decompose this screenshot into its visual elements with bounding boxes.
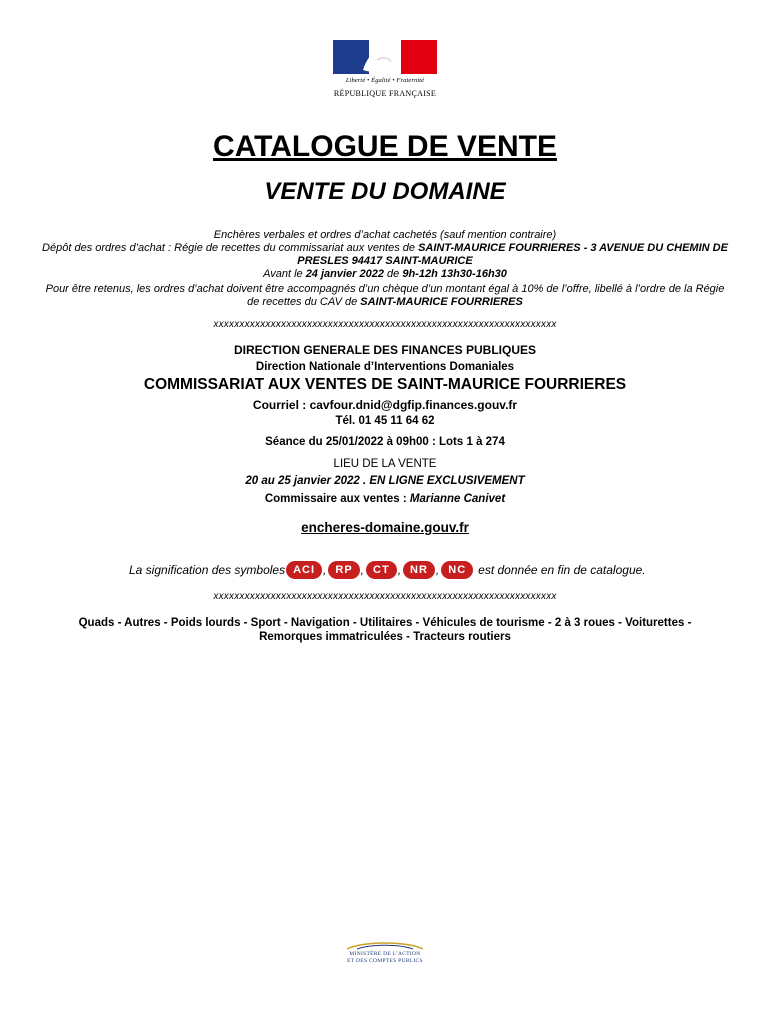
auction-mode-text: Enchères verbales et ordres d’achat cachetés (sauf mention contraire) [213,229,557,241]
deadline-text [0,268,770,281]
deposit-text [40,242,730,268]
website-link[interactable]: encheres-domaine.gouv.fr [301,520,469,535]
republic-motto: Liberté • Égalité • Fraternité [345,77,425,84]
separator-line: xxxxxxxxxxxxxxxxxxxxxxxxxxxxxxxxxxxxxxxxxxxxxxxxxxxxxxxxxxxxxxxxxx [213,319,557,330]
vehicle-categories: Quads - Autres - Poids lourds - Sport - Navigation - Utilitaires - Véhicules de tourisme - 2 à 3 roues - Voiturettes - Remorques immatriculées - Tracteurs routiers [78,617,692,643]
deadline-date: 24 janvier 2022 [305,268,384,280]
separator-line-2: xxxxxxxxxxxxxxxxxxxxxxxxxxxxxxxxxxxxxxxxxxxxxxxxxxxxxxxxxxxxxxxxxx [213,591,557,602]
badge-ct: CT [366,561,397,579]
sale-dates: 20 au 25 janvier 2022 . EN LIGNE EXCLUSIVEMENT [245,475,525,487]
deadline-hours: 9h-12h 13h30-16h30 [402,268,507,280]
ministry-logo [335,940,435,972]
page-title: CATALOGUE DE VENTE [213,130,557,163]
auctioneer [0,493,770,505]
deposit-address: SAINT-MAURICE FOURRIERES - 3 AVENUE DU CHEMIN DE PRESLES 94417 SAINT-MAURICE [297,242,728,267]
ministry-name [335,951,435,965]
deadline-mid: de [383,268,403,280]
badge-nr: NR [403,561,435,579]
auctioneer-label: Commissaire aux ventes : [264,493,410,505]
auctioneer-name: Marianne Canivet [409,493,506,505]
retention-place: SAINT-MAURICE FOURRIERES [360,296,523,308]
direction-generale: DIRECTION GENERALE DES FINANCES PUBLIQUES [233,343,537,357]
republic-name: RÉPUBLIQUE FRANÇAISE [333,89,437,98]
symbols-legend: La signification des symboles ACI , RP , CT , NR , NC est donnée en fin de catalogue. [129,563,646,577]
retention-conditions: Pour être retenus, les ordres d’achat doivent être accompagnés d’un chèque d’un montant égal à 10% de l’offre, libellé à l’ordre de la Régie de recettes du CAV de [45,283,725,308]
deposit-prefix: Dépôt des ordres d’achat : Régie de recettes du commissariat aux ventes de [42,242,419,254]
sale-location-label: LIEU DE LA VENTE [333,458,437,470]
symbols-suffix: est donnée en fin de catalogue. [478,563,646,577]
session-info: Séance du 25/01/2022 à 09h00 : Lots 1 à 274 [265,436,505,448]
symbols-prefix: La signification des symboles [129,563,286,577]
ministry-arc-icon [343,940,427,950]
badge-rp: RP [328,561,359,579]
ministry-line-2: ET DES COMPTES PUBLICS [347,958,423,964]
republique-francaise-logo [333,40,437,102]
retention-text [40,283,730,309]
commissariat-heading: COMMISSARIAT AUX VENTES DE SAINT-MAURICE FOURRIERES [143,376,627,393]
direction-nationale: Direction Nationale d’Interventions Domaniales [255,361,515,373]
phone-contact: Tél. 01 45 11 64 62 [335,415,435,427]
page-subtitle: VENTE DU DOMAINE [264,178,506,205]
badge-nc: NC [441,561,473,579]
marianne-flag-icon [333,40,437,74]
ministry-line-1: MINISTÈRE DE L’ACTION [349,951,421,957]
badge-aci: ACI [286,561,322,579]
deadline-prefix: Avant le [263,268,306,280]
email-contact: Courriel : cavfour.dnid@dgfip.finances.gouv.fr [252,398,518,412]
